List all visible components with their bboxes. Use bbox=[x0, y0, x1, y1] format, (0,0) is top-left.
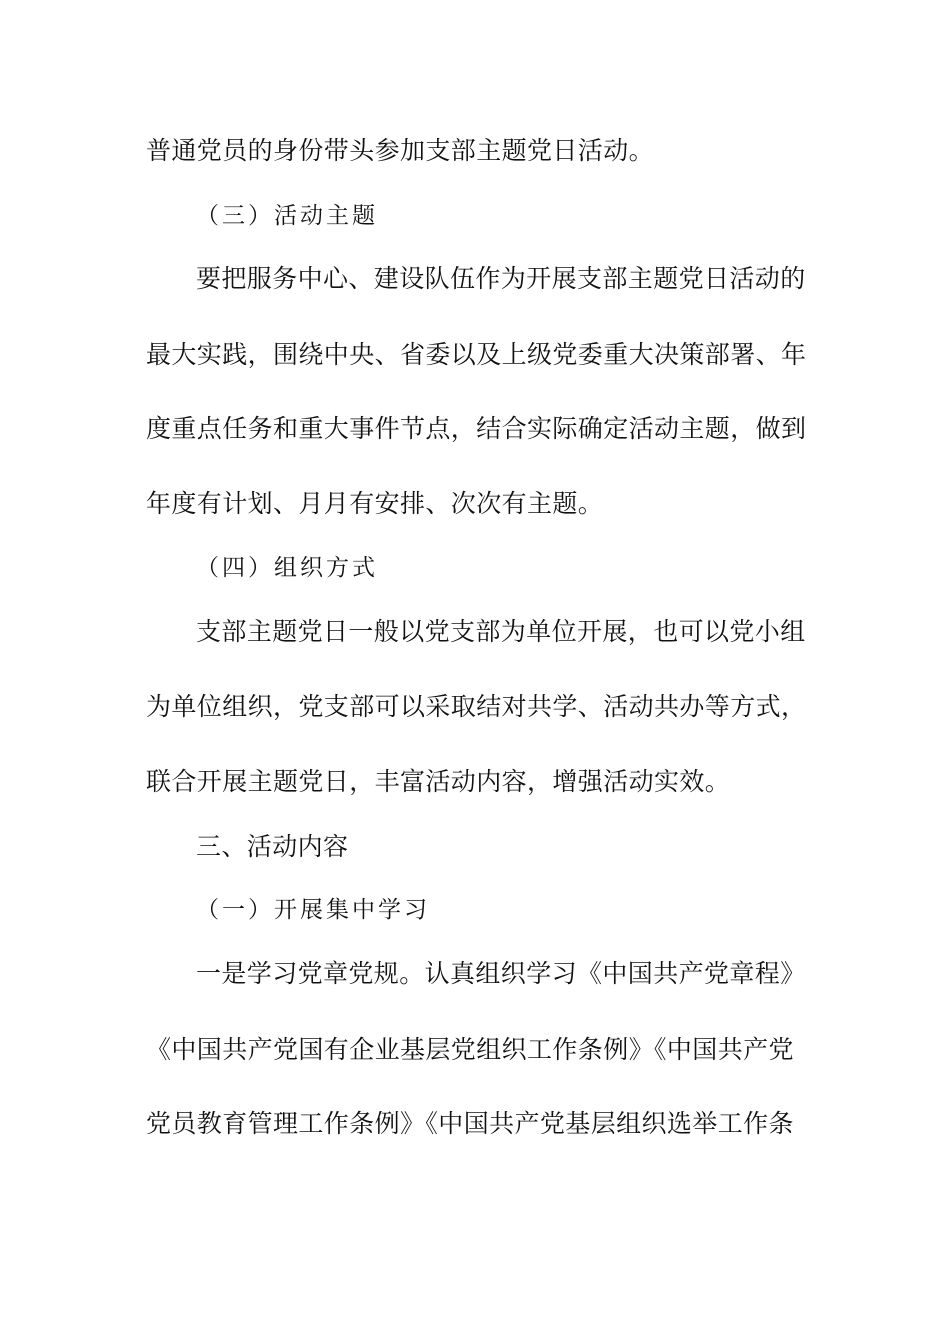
paragraph-line: 党员教育管理工作条例》《中国共产党基层组织选举工作条 bbox=[146, 1109, 794, 1138]
paragraph-line: 度重点任务和重大事件节点，结合实际确定活动主题，做到 bbox=[146, 414, 807, 443]
paragraph-line: 支部主题党日一般以党支部为单位开展，也可以党小组 bbox=[196, 617, 806, 646]
paragraph-line: 《中国共产党国有企业基层党组织工作条例》《中国共产党 bbox=[146, 1035, 794, 1064]
paragraph-line: 年度有计划、月月有安排、次次有主题。 bbox=[146, 489, 604, 518]
paragraph-line: 普通党员的身份带头参加支部主题党日活动。 bbox=[146, 136, 655, 165]
section-heading-activity-content: 三、活动内容 bbox=[196, 832, 349, 861]
subheading-centralized-study: （一）开展集中学习 bbox=[196, 897, 430, 923]
paragraph-line: 一是学习党章党规。认真组织学习《中国共产党章程》 bbox=[196, 959, 806, 988]
paragraph-line: 为单位组织，党支部可以采取结对共学、活动共办等方式， bbox=[146, 692, 807, 721]
paragraph-line: 联合开展主题党日，丰富活动内容，增强活动实效。 bbox=[146, 767, 731, 796]
subheading-organization-method: （四）组织方式 bbox=[196, 555, 378, 581]
paragraph-line: 要把服务中心、建设队伍作为开展支部主题党日活动的 bbox=[196, 264, 806, 293]
paragraph-line: 最大实践，围绕中央、省委以及上级党委重大决策部署、年 bbox=[146, 340, 807, 369]
subheading-activity-theme: （三）活动主题 bbox=[196, 203, 378, 229]
